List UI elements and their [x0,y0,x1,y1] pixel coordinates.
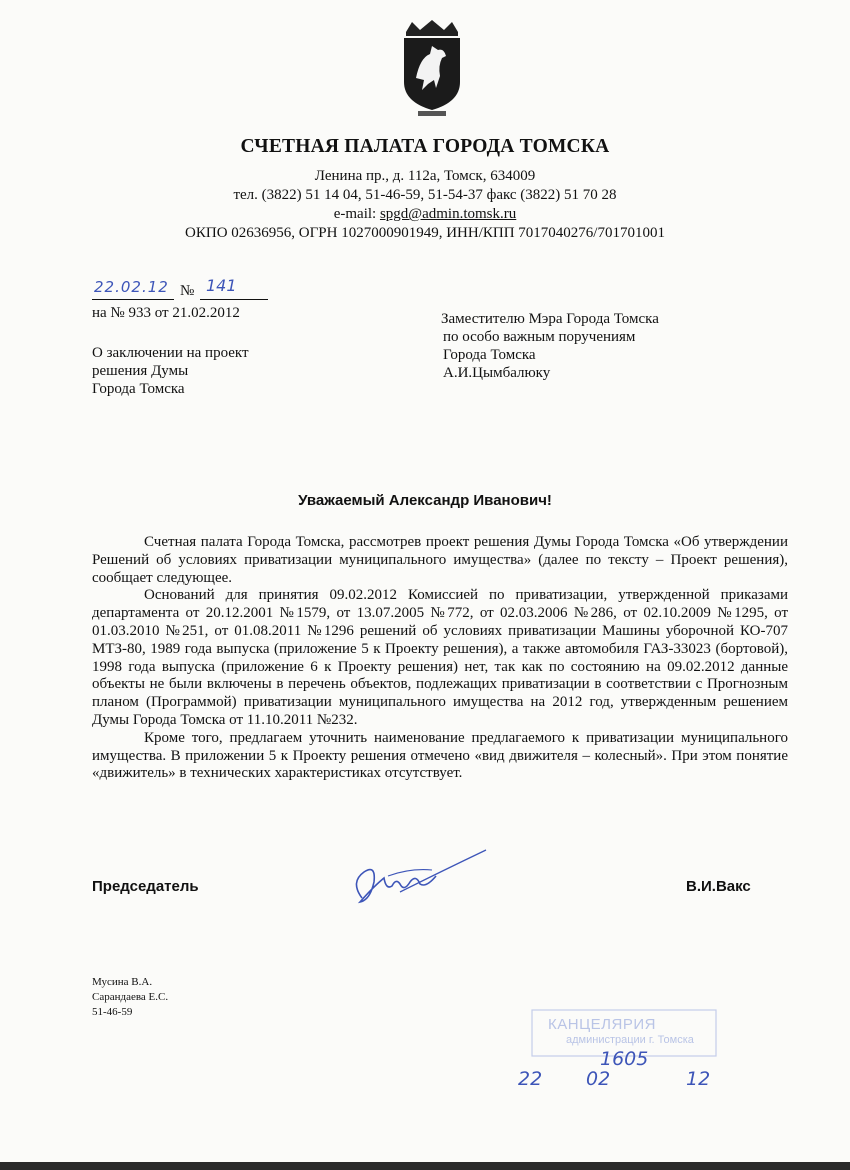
addressee-line: Заместителю Мэра Города Томска [441,311,659,327]
handwritten-number: 141 [206,276,237,295]
email-link[interactable]: spgd@admin.tomsk.ru [379,206,517,222]
stamp-incoming-number: 1605 [600,1048,649,1070]
executor-line: Сарандаева Е.С. [92,991,169,1003]
registration-codes: ОКПО 02636956, ОГРН 1027000901949, ИНН/КПП 7017040276/701701001 [185,225,665,241]
stamp-year: 12 [686,1068,711,1090]
body-paragraph: Кроме того, предлагаем уточнить наименование предлагаемого к приватизации муниципального имущества. В приложении 5 к Проекту решения отмечено «вид движителя – колесный». При этом понятие «движитель» в технических характеристиках отсутствует. [92,729,788,782]
handwritten-signature-icon [340,842,490,912]
scan-bottom-edge [0,1162,850,1170]
incoming-stamp [512,1008,720,1092]
outgoing-registration [92,278,267,302]
subject-line: О заключении на проект [92,345,249,361]
stamp-office-label: КАНЦЕЛЯРИЯ [548,1016,656,1033]
stamp-day: 22 [518,1068,543,1090]
number-underline [200,299,268,300]
signatory-name: В.И.Вакс [686,878,751,895]
addressee-line: А.И.Цымбалюку [443,365,551,381]
executors-block [92,975,168,1020]
subject-line: решения Думы [92,363,189,379]
email-label: e-mail: [333,206,380,222]
addressee-line: Города Томска [443,347,536,363]
body-paragraph: Оснований для принятия 09.02.2012 Комиссией по приватизации, утвержденной приказами департамента от 20.12.2001 №1579, от 13.07.2005 №772, от 02.03.2006 №286, от 02.10.2009 №1295, от 01.03.2010 №251, от 01.08.2011 №1296 решений об условиях приватизации Машины уборочной КО-707 МТЗ-80, 1989 года выпуска (приложение 5 к Проекту решения), а также автомобиля ГАЗ-33023 (бортовой), 1998 года выпуска (приложение 6 к Проекту решения) нет, так как по состоянию на 09.02.2012 данные объекты не были включены в перечень объектов, подлежащих приватизации в соответствии с Прогнозным планом (Программой) приватизации муниципального имущества на 2012 год, утвержденным решением Думы Города Томска от 11.10.2011 №232. [92,587,788,728]
executor-line: Мусина В.А. [92,976,153,988]
stamp-admin-label: администрации г. Томска [566,1034,694,1046]
executor-line: 51-46-59 [92,1006,133,1018]
letter-body [92,534,788,783]
address-line: Ленина пр., д. 112а, Томск, 634009 [314,168,536,184]
organization-title: СЧЕТНАЯ ПАЛАТА ГОРОДА ТОМСКА [240,136,610,157]
greeting: Уважаемый Александр Иванович! [298,492,552,509]
number-label: № [180,283,195,299]
letter-subject [92,344,249,398]
coat-of-arms-icon [398,18,466,118]
subject-line: Города Томска [92,381,185,397]
addressee-line: по особо важным поручениям [443,329,636,345]
addressee-block [441,310,659,382]
phone-line: тел. (3822) 51 14 04, 51-46-59, 51-54-37 факс (3822) 51 70 28 [233,187,617,203]
handwritten-date: 22.02.12 [94,278,169,296]
body-paragraph: Счетная палата Города Томска, рассмотрев проект решения Думы Города Томска «Об утверждении Решений об условиях приватизации муниципального имущества» (далее по тексту – Проект решения), сообщает следующее. [92,534,788,586]
stamp-month: 02 [586,1068,611,1090]
signatory-role: Председатель [92,878,199,895]
date-underline [92,299,174,300]
reply-reference: на № 933 от 21.02.2012 [92,305,240,321]
email-line [0,206,850,223]
